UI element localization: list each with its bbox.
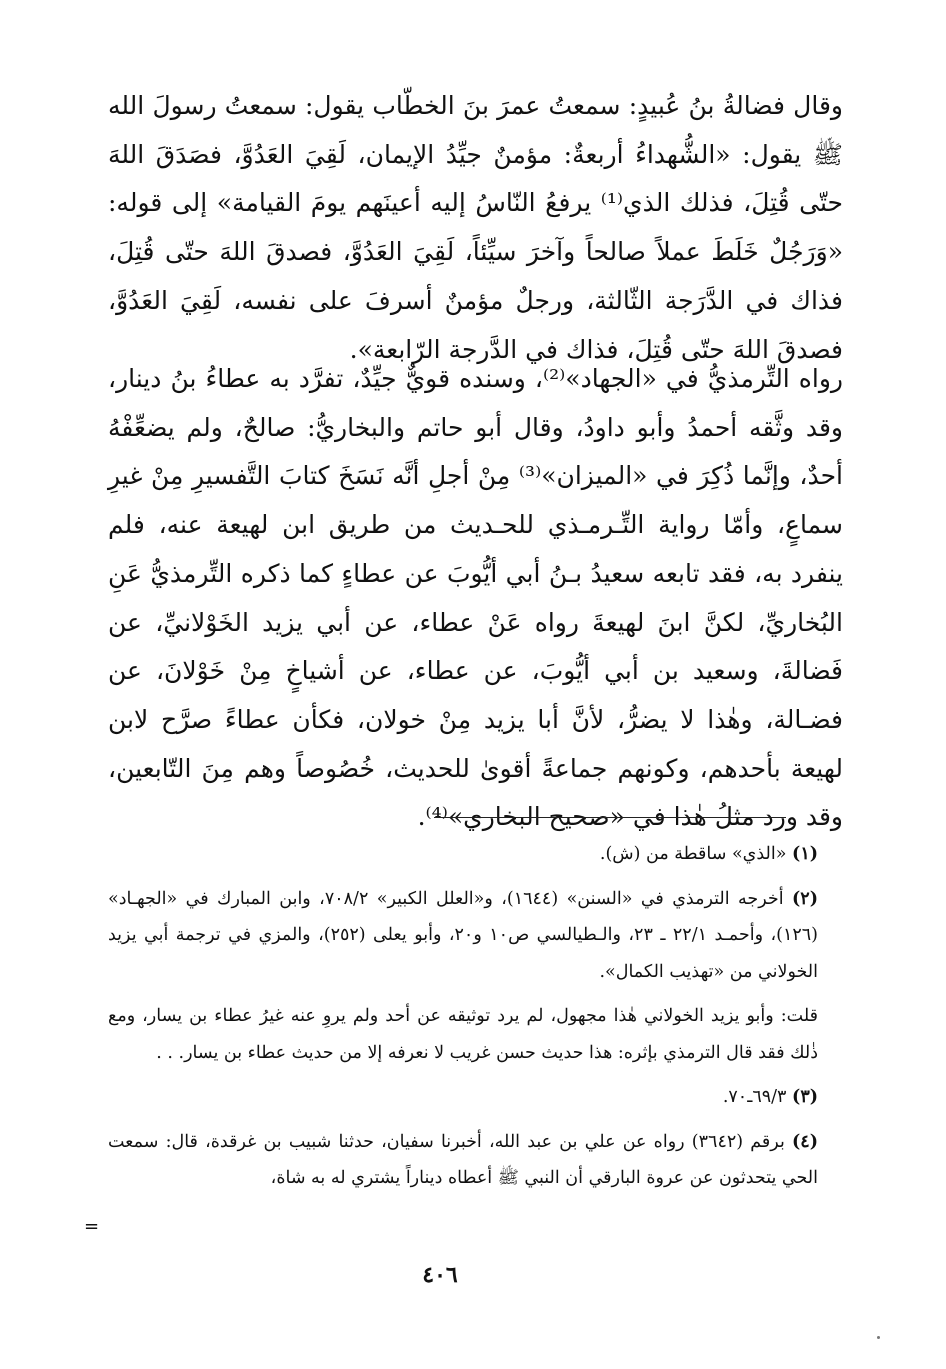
footnote-number: (٤) (792, 1131, 818, 1152)
footnote-2 (108, 881, 818, 991)
footnote-text: برقم (٣٦٤٢) رواه عن علي بن عبد الله، أخبرنا سفيان، حدثنا شبيب بن غرقدة، قال: سمعت الحي يتحدثون عن عروة البارقي أن النبي ﷺ أعطاه ديناراً يشتري له به شاة، (108, 1131, 818, 1188)
footnote-3 (108, 1079, 818, 1116)
footnote-number: (١) (792, 844, 818, 864)
main-paragraph-commentary: رواه التِّرمذيُّ في «الجهاد»⁽²⁾، وسنده قويٌّ جيِّدٌ، تفرَّد به عطاءُ بنُ دينار، وقد وثَّقه أحمدُ وأبو داودُ، وقال أبو حاتم والبخاريُّ: صالحٌ، ولم يضعِّفْهُ أحدٌ، وإنَّما ذُكِرَ في «الميزان»⁽³⁾ مِنْ أجلِ أنَّه نَسَخَ كتابَ التَّفسيرِ مِنْ غيرِ سماعٍ، وأمّا رواية التِّـرمـذي للحـديث من طريق ابن لهيعة عنه، فلم ينفرد به، فقد تابعه سعيدُ بـنُ أبي أيُّوبَ عن عطاءٍ كما ذكره التِّرمذيُّ عَنِ البُخاريِّ، لكنَّ ابنَ لهيعةَ رواه عَنْ عطاء، عن أبي يزيد الخَوْلانيِّ، عن فَضالةَ، وسعيد بن أبي أيُّوبَ، عن عطاء، عن أشياخٍ مِنْ خَوْلانَ، عن فضـالة، وهٰذا لا يضرُّ، لأنَّ أبا يزيد مِنْ خولان، فكأن عطاءً صرَّح لابن لهيعة بأحدهم، وكونهم جماعةً أقوىٰ للحديث، خُصُوصاً وهم مِنَ التّابعين، وقد ورد مثلُ هٰذا في «صحيح البخاري»⁽⁴⁾. (108, 364, 844, 832)
scan-speck (877, 1336, 880, 1339)
footnote-text: قلت: وأبو يزيد الخولاني هٰذا مجهول، لم يرد توثيقه عن أحد ولم يروِ عنه غيرُ عطاء بن يسار، ومع ذٰلك فقد قال الترمذي بإثره: هذا حديث حسن غريب لا نعرفه إلا من حديث عطاء بن يسار. . . (108, 1006, 818, 1063)
footnote-separator-line (434, 817, 786, 818)
footnote-continuation-mark: = (84, 1216, 100, 1237)
footnote-number: (٣) (792, 1087, 818, 1107)
footnote-text: ٦٩/٣ـ٧٠. (722, 1087, 787, 1107)
footnote-1 (108, 836, 818, 873)
footnote-text: أخرجه الترمذي في «السنن» (١٦٤٤)، و«العلل الكبير» ٧٠٨/٢، وابن المبارك في «الجهـاد» (١٢٦)، وأحمـد ٢٢/١ ـ ٢٣، والـطيالسي ص١٠ و٢٠، وأبو يعلى (٢٥٢)، والمزي في ترجمة أبي يزيد الخولاني من «تهذيب الكمال». (108, 888, 818, 982)
footnote-4 (108, 1124, 818, 1197)
footnotes-section (108, 836, 818, 1205)
footnote-2-note (108, 998, 818, 1071)
footnote-number: (٢) (792, 888, 818, 909)
footnote-text: «الذي» ساقطة من (ش). (599, 844, 787, 864)
page-number: ٤٠٦ (422, 1262, 458, 1288)
main-paragraph-hadith: وقال فضالةُ بنُ عُبيدٍ: سمعتُ عمرَ بنَ الخطّاب يقول: سمعتُ رسولَ الله ﷺ يقول: «الشُّهداءُ أربعةٌ: مؤمنٌ جيِّدُ الإيمان، لَقِيَ العَدُوَّ، فصَدَقَ اللهَ حتّى قُتِلَ، فذلك الذي⁽¹⁾ يرفعُ النّاسُ إليه أعينَهم يومَ القيامة» إلى قوله: «وَرَجُلٌ خَلَطَ عملاً صالحاً وآخرَ سيِّئاً، لَقِيَ العَدُوَّ، فصدقَ اللهَ حتّى قُتِلَ، فذاك في الدَّرَجة الثّالثة، ورجلٌ مؤمنٌ أسرفَ على نفسه، لَقِيَ العَدُوَّ، فصدقَ اللهَ حتّى قُتِلَ، فذاك في الدَّرجة الرّابعة». (108, 91, 843, 364)
